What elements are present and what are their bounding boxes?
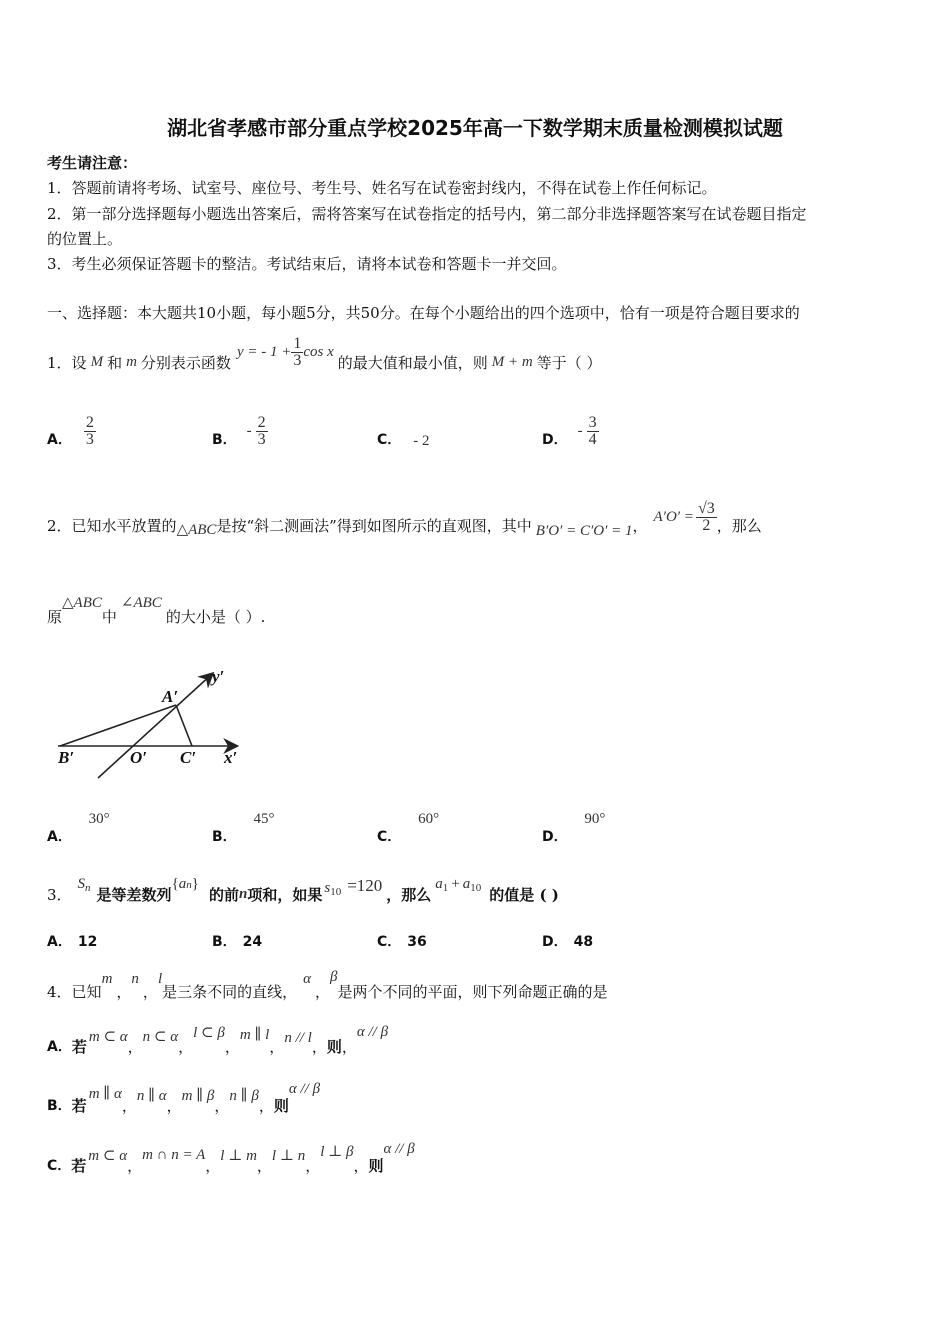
q2-option-a[interactable] [47, 808, 110, 845]
label-a: A′ [162, 687, 179, 706]
q4-option-c-label: C． [47, 1158, 72, 1174]
question-3 [47, 870, 559, 910]
q3-sn-sub: n [85, 882, 91, 894]
q4-b-part-3: m ∥ β [181, 1087, 215, 1104]
q2-angle: ∠ABC [120, 594, 162, 611]
q4-b-part-4: n ∥ β [229, 1087, 259, 1104]
q2-text-2: 是按“斜二测画法”得到如图所示的直观图，其中 [216, 516, 532, 535]
notice-item-2-cont: 的位置上。 [47, 230, 123, 248]
q2-option-c-label: C． [377, 829, 402, 845]
q4-comma-3: ， [315, 982, 331, 1001]
q4-option-c-ruo: 若 [71, 1156, 87, 1175]
q1-option-c-label: C． [377, 432, 402, 448]
q2-figure [50, 660, 260, 785]
q1-var-M: M [90, 353, 104, 370]
q2-text-3: ，那么 [716, 516, 762, 535]
q1-var-m: m [126, 353, 137, 370]
q1-option-a-den: 3 [85, 430, 94, 448]
question-4 [47, 965, 608, 1005]
q1-text-2: 和 [107, 353, 123, 372]
q4-b-part-2: n ∥ α [136, 1087, 167, 1104]
q4-option-a-ze: 则 [326, 1037, 342, 1056]
notice-item-1: 1．答题前请将考场、试室号、座位号、考生号、姓名写在试卷密封线内，不得在试卷上作任何标记。 [47, 179, 717, 197]
q3-an-sub: n [186, 878, 192, 891]
q4-option-b-ruo: 若 [71, 1096, 87, 1115]
question-2-cont [47, 590, 265, 630]
q3-text-5: 的值是 ( ) [489, 885, 559, 904]
q3-option-c-label: C． [377, 934, 402, 950]
q1-option-b-sign: - [246, 422, 252, 439]
q2-ao-numerator: √3 [697, 499, 715, 517]
q4-option-a-ruo: 若 [71, 1037, 87, 1056]
q3-a10-sub: 10 [470, 882, 482, 894]
q1-option-d[interactable] [542, 410, 599, 460]
q3-option-d[interactable] [542, 931, 593, 951]
q2-ao-left: A′O′ = [653, 508, 694, 525]
q3-option-b[interactable] [212, 931, 262, 951]
q4-option-b-ze: 则 [273, 1096, 289, 1115]
q1-func-fraction [291, 336, 303, 369]
q4-text-1: 已知 [71, 982, 102, 1001]
q2-bo-co: B′O′ = C′O′ = 1 [535, 522, 633, 539]
q3-option-c-value: 36 [407, 934, 427, 950]
q3-text-2: 的前 [208, 885, 239, 904]
q1-text-4: 的最大值和最小值，则 [337, 353, 488, 372]
q4-option-a-label: A． [47, 1039, 72, 1055]
q4-comma-1: ， [116, 982, 132, 1001]
q2-option-d[interactable] [542, 808, 606, 845]
q4-c-part-5: l ⊥ β [320, 1143, 354, 1160]
q2-option-a-label: A． [47, 829, 72, 845]
q4-option-b[interactable]: B． 若 m ∥ α ， n ∥ α ， m ∥ β ， n ∥ β ， 则 α // β [47, 1080, 321, 1115]
q1-option-a-num: 2 [85, 413, 94, 431]
q3-text-4: ，那么 [386, 885, 432, 904]
q1-option-d-fraction [587, 415, 599, 448]
q1-option-a-fraction [84, 415, 96, 448]
q4-n: n [131, 970, 139, 987]
notice-heading: 考生请注意： [47, 154, 138, 172]
q4-number: 4． [47, 982, 72, 1001]
q3-text-1: 是等差数列 [96, 885, 172, 904]
q3-option-d-label: D． [542, 934, 568, 950]
q4-b-conclusion: α // β [288, 1080, 321, 1097]
q3-brace: {an} [171, 875, 199, 892]
q4-c-part-4: l ⊥ n [271, 1147, 306, 1164]
q3-option-a[interactable] [47, 931, 97, 951]
q1-text-1: 设 [71, 353, 87, 372]
label-b: B′ [58, 748, 75, 767]
segment-ba [60, 705, 176, 746]
q2-text-4: 原 [47, 607, 63, 626]
q4-b-part-1: m ∥ α [88, 1085, 122, 1102]
q1-option-b-den: 3 [257, 430, 266, 448]
q4-comma-2: ， [142, 982, 158, 1001]
q3-number: 3． [47, 885, 72, 904]
q3-a1-sub: 1 [442, 882, 449, 894]
q2-option-b-value: 45° [253, 811, 275, 827]
q3-n: n [238, 885, 248, 902]
notice-item-3: 3．考生必须保证答题卡的整洁。考试结束后，请将本试卷和答题卡一并交回。 [47, 255, 567, 273]
q1-func-denominator: 3 [293, 351, 302, 369]
q4-c-part-2: m ∩ n = A [142, 1146, 206, 1163]
q2-option-b[interactable] [212, 808, 275, 845]
notice-item-2: 2．第一部分选择题每小题选出答案后，需将答案写在试卷指定的括号内，第二部分非选择题答案写在试卷题目指定 [47, 205, 807, 223]
q3-option-c[interactable] [377, 931, 427, 951]
q4-a-part-4: m ∥ l [239, 1026, 270, 1043]
q1-option-a-label: A． [47, 432, 72, 448]
q1-option-d-label: D． [542, 432, 568, 448]
q2-ao-denominator: 2 [702, 516, 711, 534]
q3-option-b-label: B． [212, 934, 237, 950]
q2-triangle-2: △ABC [62, 594, 102, 611]
q4-a-part-2: n ⊂ α [142, 1028, 179, 1045]
q3-s10-value: =120 [347, 876, 383, 895]
q1-option-d-num: 3 [588, 413, 597, 431]
page-title: 湖北省孝感市部分重点学校2025年高一下数学期末质量检测模拟试题 [167, 116, 783, 140]
q1-func-right: cos x [303, 343, 334, 360]
section-heading: 一、选择题：本大题共10小题，每小题5分，共50分。在每个小题给出的四个选项中，恰有一项是符合题目要求的 [47, 304, 800, 322]
q3-a10: a [462, 875, 471, 892]
label-x: x′ [224, 748, 238, 767]
q3-plus: + [451, 875, 460, 892]
q4-c-part-1: m ⊂ α [88, 1147, 128, 1164]
q2-ao-fraction [696, 501, 717, 534]
q2-text-1: 已知水平放置的 [71, 516, 177, 535]
q4-option-b-label: B． [47, 1098, 72, 1114]
q4-a-part-1: m ⊂ α [88, 1028, 128, 1045]
q3-option-b-value: 24 [242, 934, 263, 950]
q2-option-c-value: 60° [418, 811, 440, 827]
q3-s10: s [324, 879, 331, 896]
q4-beta: β [330, 968, 338, 985]
label-c: C′ [180, 748, 197, 767]
q1-option-d-sign: - [577, 422, 583, 439]
q2-option-d-value: 90° [584, 811, 606, 827]
q4-text-3: 是两个不同的平面，则下列命题正确的是 [337, 982, 608, 1001]
label-y: y′ [212, 667, 225, 686]
q2-option-b-label: B． [212, 829, 237, 845]
q4-l: l [157, 970, 163, 987]
question-2 [47, 495, 762, 555]
q1-number: 1． [47, 353, 72, 372]
q2-option-a-value: 30° [88, 811, 110, 827]
q1-func-left: y = - 1 + [236, 343, 292, 360]
label-o: O′ [130, 748, 148, 767]
q3-s10-sub: 10 [330, 886, 342, 898]
q4-alpha: α [303, 970, 311, 987]
q3-option-a-value: 12 [77, 934, 98, 950]
q1-option-a[interactable] [47, 410, 96, 460]
q4-text-2: 是三条不同的直线， [162, 982, 298, 1001]
q1-option-b-label: B． [212, 432, 237, 448]
q1-option-b-num: 2 [257, 413, 266, 431]
segment-ac [176, 705, 192, 746]
q4-option-c-ze: 则 [368, 1156, 384, 1175]
q1-option-b-fraction [256, 415, 268, 448]
q3-sn: S [77, 875, 86, 892]
q1-text-5: 等于（ ） [536, 353, 602, 372]
q1-expr: M + m [491, 353, 533, 370]
q4-c-conclusion: α // β [383, 1140, 415, 1157]
q2-number: 2． [47, 516, 72, 535]
q2-text-6: 的大小是（ ）. [165, 607, 266, 626]
q2-text-5: 中 [101, 607, 117, 626]
q1-option-c-value: - 2 [413, 432, 430, 449]
q1-func-numerator: 1 [293, 334, 302, 352]
q3-an: a [178, 875, 187, 892]
q2-triangle: △ABC [176, 521, 217, 538]
q1-option-d-den: 4 [588, 430, 597, 448]
q4-a-conclusion: α // β [356, 1023, 389, 1040]
q4-option-a[interactable]: A． 若 m ⊂ α ， n ⊂ α ， l ⊂ β ， m ∥ l ， n // l ， 则 ， α // β [47, 1023, 389, 1056]
q3-option-d-value: 48 [573, 934, 594, 950]
q2-comma: ， [632, 516, 648, 535]
q1-text-3: 分别表示函数 [140, 353, 231, 372]
q4-a-part-3: l ⊂ β [193, 1024, 225, 1041]
q3-a1: a [435, 875, 443, 892]
q4-option-c[interactable]: C． 若 m ⊂ α ， m ∩ n = A ， l ⊥ m ， l ⊥ n ， l ⊥ β ， 则 α // β [47, 1140, 415, 1175]
q1-option-c[interactable] [377, 410, 430, 460]
q3-option-a-label: A． [47, 934, 72, 950]
q2-option-d-label: D． [542, 829, 568, 845]
q1-option-b[interactable] [212, 410, 268, 460]
question-1 [47, 334, 602, 384]
q4-m: m [101, 970, 113, 987]
q4-a-part-5: n // l [284, 1029, 312, 1046]
q3-text-3: 项和，如果 [247, 885, 323, 904]
q2-option-c[interactable] [377, 808, 440, 845]
q4-c-part-3: l ⊥ m [220, 1147, 257, 1164]
